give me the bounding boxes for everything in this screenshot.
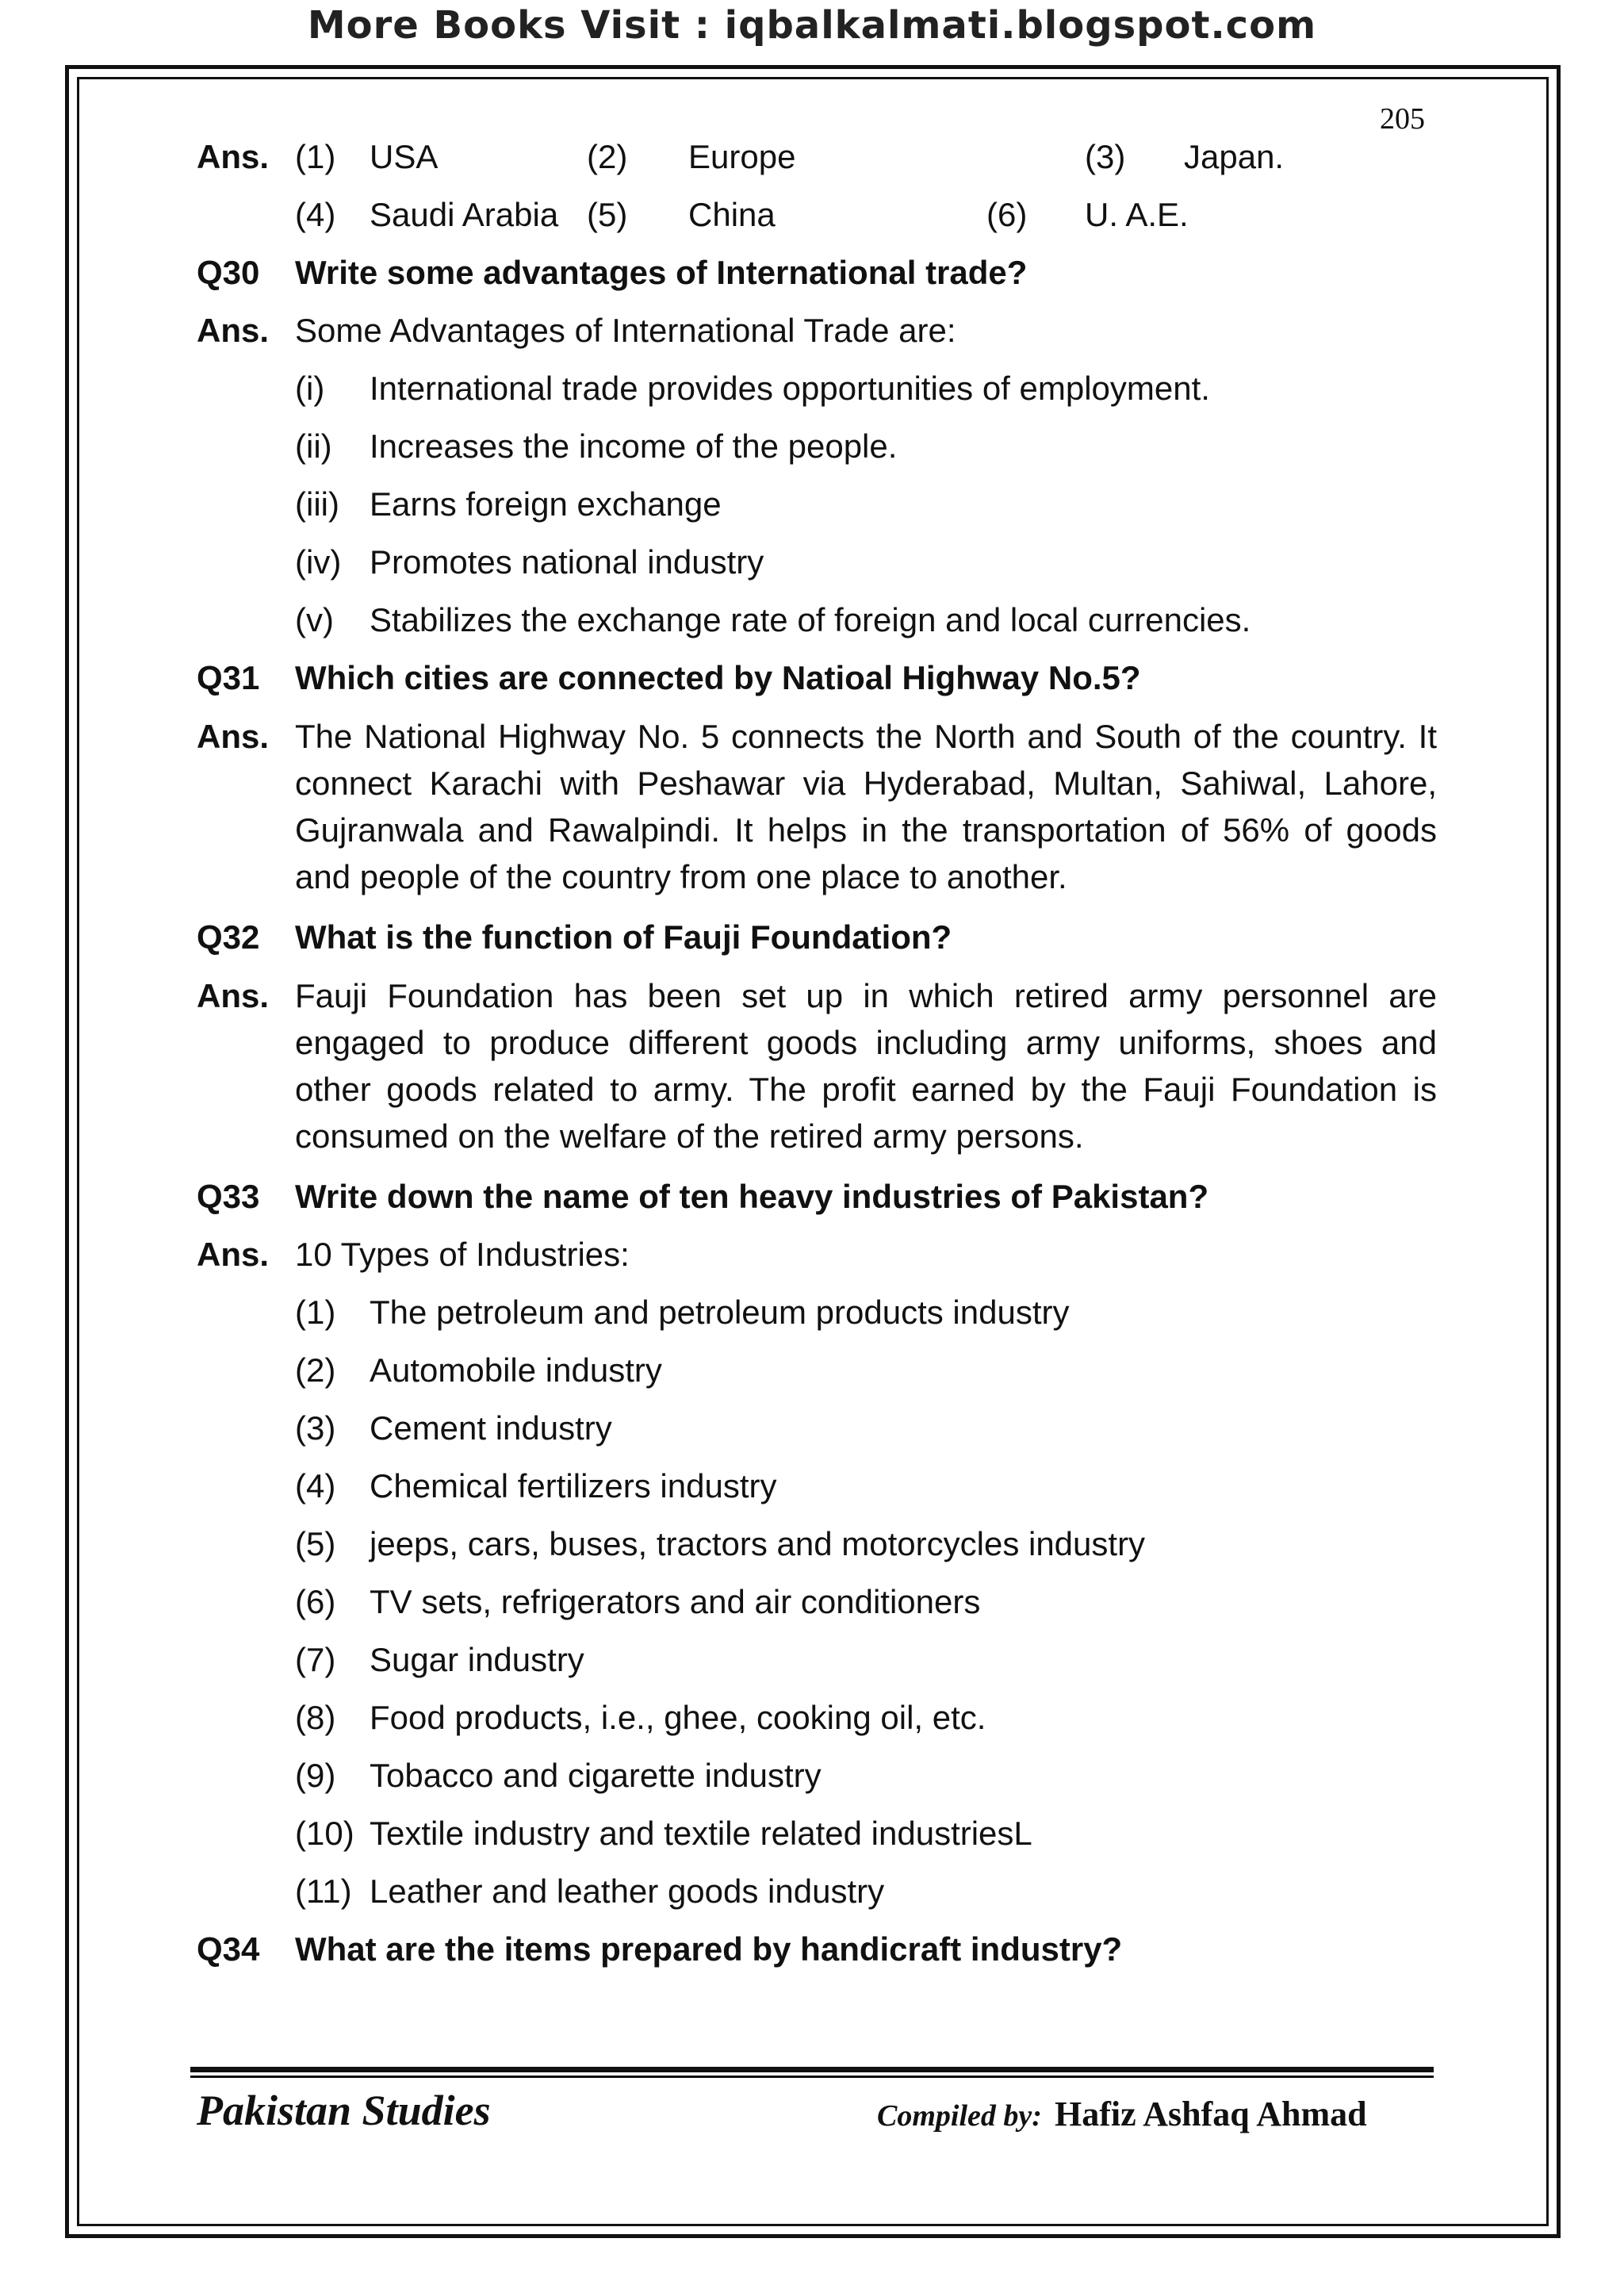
list-item (197, 420, 1434, 478)
item-number: (3) (295, 1409, 336, 1447)
question-32 (197, 911, 1434, 969)
item-text: U. A.E. (1085, 196, 1189, 233)
item-number: (ii) (295, 427, 332, 465)
question-label: Q34 (197, 1930, 260, 1968)
item-number: (1) (295, 1294, 336, 1331)
list-item (197, 478, 1434, 536)
item-number: (4) (295, 1467, 336, 1504)
item-text: Sugar industry (370, 1641, 584, 1678)
question-31 (197, 652, 1434, 710)
list-item (197, 1518, 1434, 1576)
item-text: jeeps, cars, buses, tractors and motorcycles industry (370, 1525, 1146, 1562)
list-item (197, 1402, 1434, 1460)
item-text: Promotes national industry (370, 543, 764, 581)
item-text: Europe (688, 138, 796, 175)
list-item (197, 1576, 1434, 1634)
answer-intro: 10 Types of Industries: (295, 1236, 630, 1273)
question-34 (197, 1923, 1434, 1981)
item-text: Automobile industry (370, 1351, 662, 1389)
item-number: (iv) (295, 543, 342, 581)
answer-33-intro (197, 1228, 1434, 1286)
footer-subject: Pakistan Studies (197, 2087, 491, 2134)
item-number: (6) (986, 196, 1028, 233)
item-text: Saudi Arabia (370, 196, 559, 233)
item-text: International trade provides opportunities of employment. (370, 370, 1210, 407)
item-number: (4) (295, 196, 336, 233)
list-item (197, 362, 1434, 420)
prev-answer-row-2 (197, 189, 1434, 247)
item-number: (iii) (295, 485, 339, 523)
footer-divider-thick (190, 2067, 1434, 2072)
page-content (197, 131, 1437, 1981)
question-label: Q30 (197, 254, 260, 291)
item-number: (2) (295, 1351, 336, 1389)
question-label: Q33 (197, 1178, 260, 1215)
item-text: Textile industry and textile related industriesL (370, 1815, 1032, 1852)
item-text: Japan. (1184, 138, 1285, 175)
question-30 (197, 247, 1434, 305)
list-item (197, 1286, 1434, 1344)
prev-answer-row-1 (197, 131, 1434, 189)
answer-30-intro (197, 305, 1434, 362)
item-number: (i) (295, 370, 325, 407)
footer-divider-thin (190, 2076, 1434, 2078)
item-text: TV sets, refrigerators and air conditioners (370, 1583, 981, 1620)
question-text: What is the function of Fauji Foundation? (295, 918, 952, 956)
list-item (197, 536, 1434, 594)
item-number: (2) (587, 138, 628, 175)
item-text: China (688, 196, 776, 233)
item-text: Stabilizes the exchange rate of foreign and local currencies. (370, 601, 1251, 638)
question-text: What are the items prepared by handicraft industry? (295, 1930, 1123, 1968)
list-item (197, 1460, 1434, 1518)
item-text: USA (370, 138, 439, 175)
item-number: (5) (587, 196, 628, 233)
list-item (197, 1634, 1434, 1692)
answer-label: Ans. (197, 138, 270, 175)
list-item (197, 1692, 1434, 1750)
answer-text: Fauji Foundation has been set up in which retired army personnel are engaged to produce different goods including army uniforms, shoes and other goods related to army. The profit earned by the Fauji Foundation is consumed on the welfare of the retired army persons. (295, 977, 1437, 1155)
item-number: (10) (295, 1815, 354, 1852)
question-text: Which cities are connected by Natioal Highway No.5? (295, 659, 1141, 696)
item-text: Increases the income of the people. (370, 427, 898, 465)
answer-31-paragraph (197, 710, 1437, 911)
list-item (197, 1865, 1434, 1923)
question-text: Write some advantages of International trade? (295, 254, 1028, 291)
footer-author: Hafiz Ashfaq Ahmad (1055, 2095, 1367, 2133)
item-number: (1) (295, 138, 336, 175)
question-label: Q32 (197, 918, 260, 956)
list-item (197, 594, 1434, 652)
item-text: Food products, i.e., ghee, cooking oil, etc. (370, 1699, 986, 1736)
item-number: (9) (295, 1757, 336, 1794)
item-text: Cement industry (370, 1409, 612, 1447)
answer-intro: Some Advantages of International Trade are: (295, 312, 956, 349)
question-33 (197, 1171, 1434, 1228)
list-item (197, 1344, 1434, 1402)
item-text: Leather and leather goods industry (370, 1872, 885, 1910)
item-number: (6) (295, 1583, 336, 1620)
answer-label: Ans. (197, 977, 270, 1014)
question-label: Q31 (197, 659, 260, 696)
item-number: (5) (295, 1525, 336, 1562)
watermark-banner: More Books Visit : iqbalkalmati.blogspot.com (307, 3, 1317, 48)
list-item (197, 1750, 1434, 1807)
question-text: Write down the name of ten heavy industries of Pakistan? (295, 1178, 1209, 1215)
item-text: Tobacco and cigarette industry (370, 1757, 822, 1794)
item-number: (7) (295, 1641, 336, 1678)
item-text: The petroleum and petroleum products industry (370, 1294, 1070, 1331)
item-number: (3) (1085, 138, 1126, 175)
item-number: (11) (295, 1872, 352, 1910)
answer-32-paragraph (197, 969, 1437, 1171)
item-text: Earns foreign exchange (370, 485, 722, 523)
item-number: (8) (295, 1699, 336, 1736)
answer-label: Ans. (197, 312, 270, 349)
page-number: 205 (1380, 102, 1425, 136)
item-text: Chemical fertilizers industry (370, 1467, 777, 1504)
answer-label: Ans. (197, 718, 270, 755)
answer-label: Ans. (197, 1236, 270, 1273)
list-item (197, 1807, 1434, 1865)
footer-compiled-label: Compiled by: (877, 2099, 1042, 2133)
answer-text: The National Highway No. 5 connects the North and South of the country. It connect Karachi with Peshawar via Hyderabad, Multan, Sahiwal, Lahore, Gujranwala and Rawalpindi. It helps in the transportation of 56% of goods and people of the country from one place to another. (295, 718, 1437, 895)
item-number: (v) (295, 601, 334, 638)
